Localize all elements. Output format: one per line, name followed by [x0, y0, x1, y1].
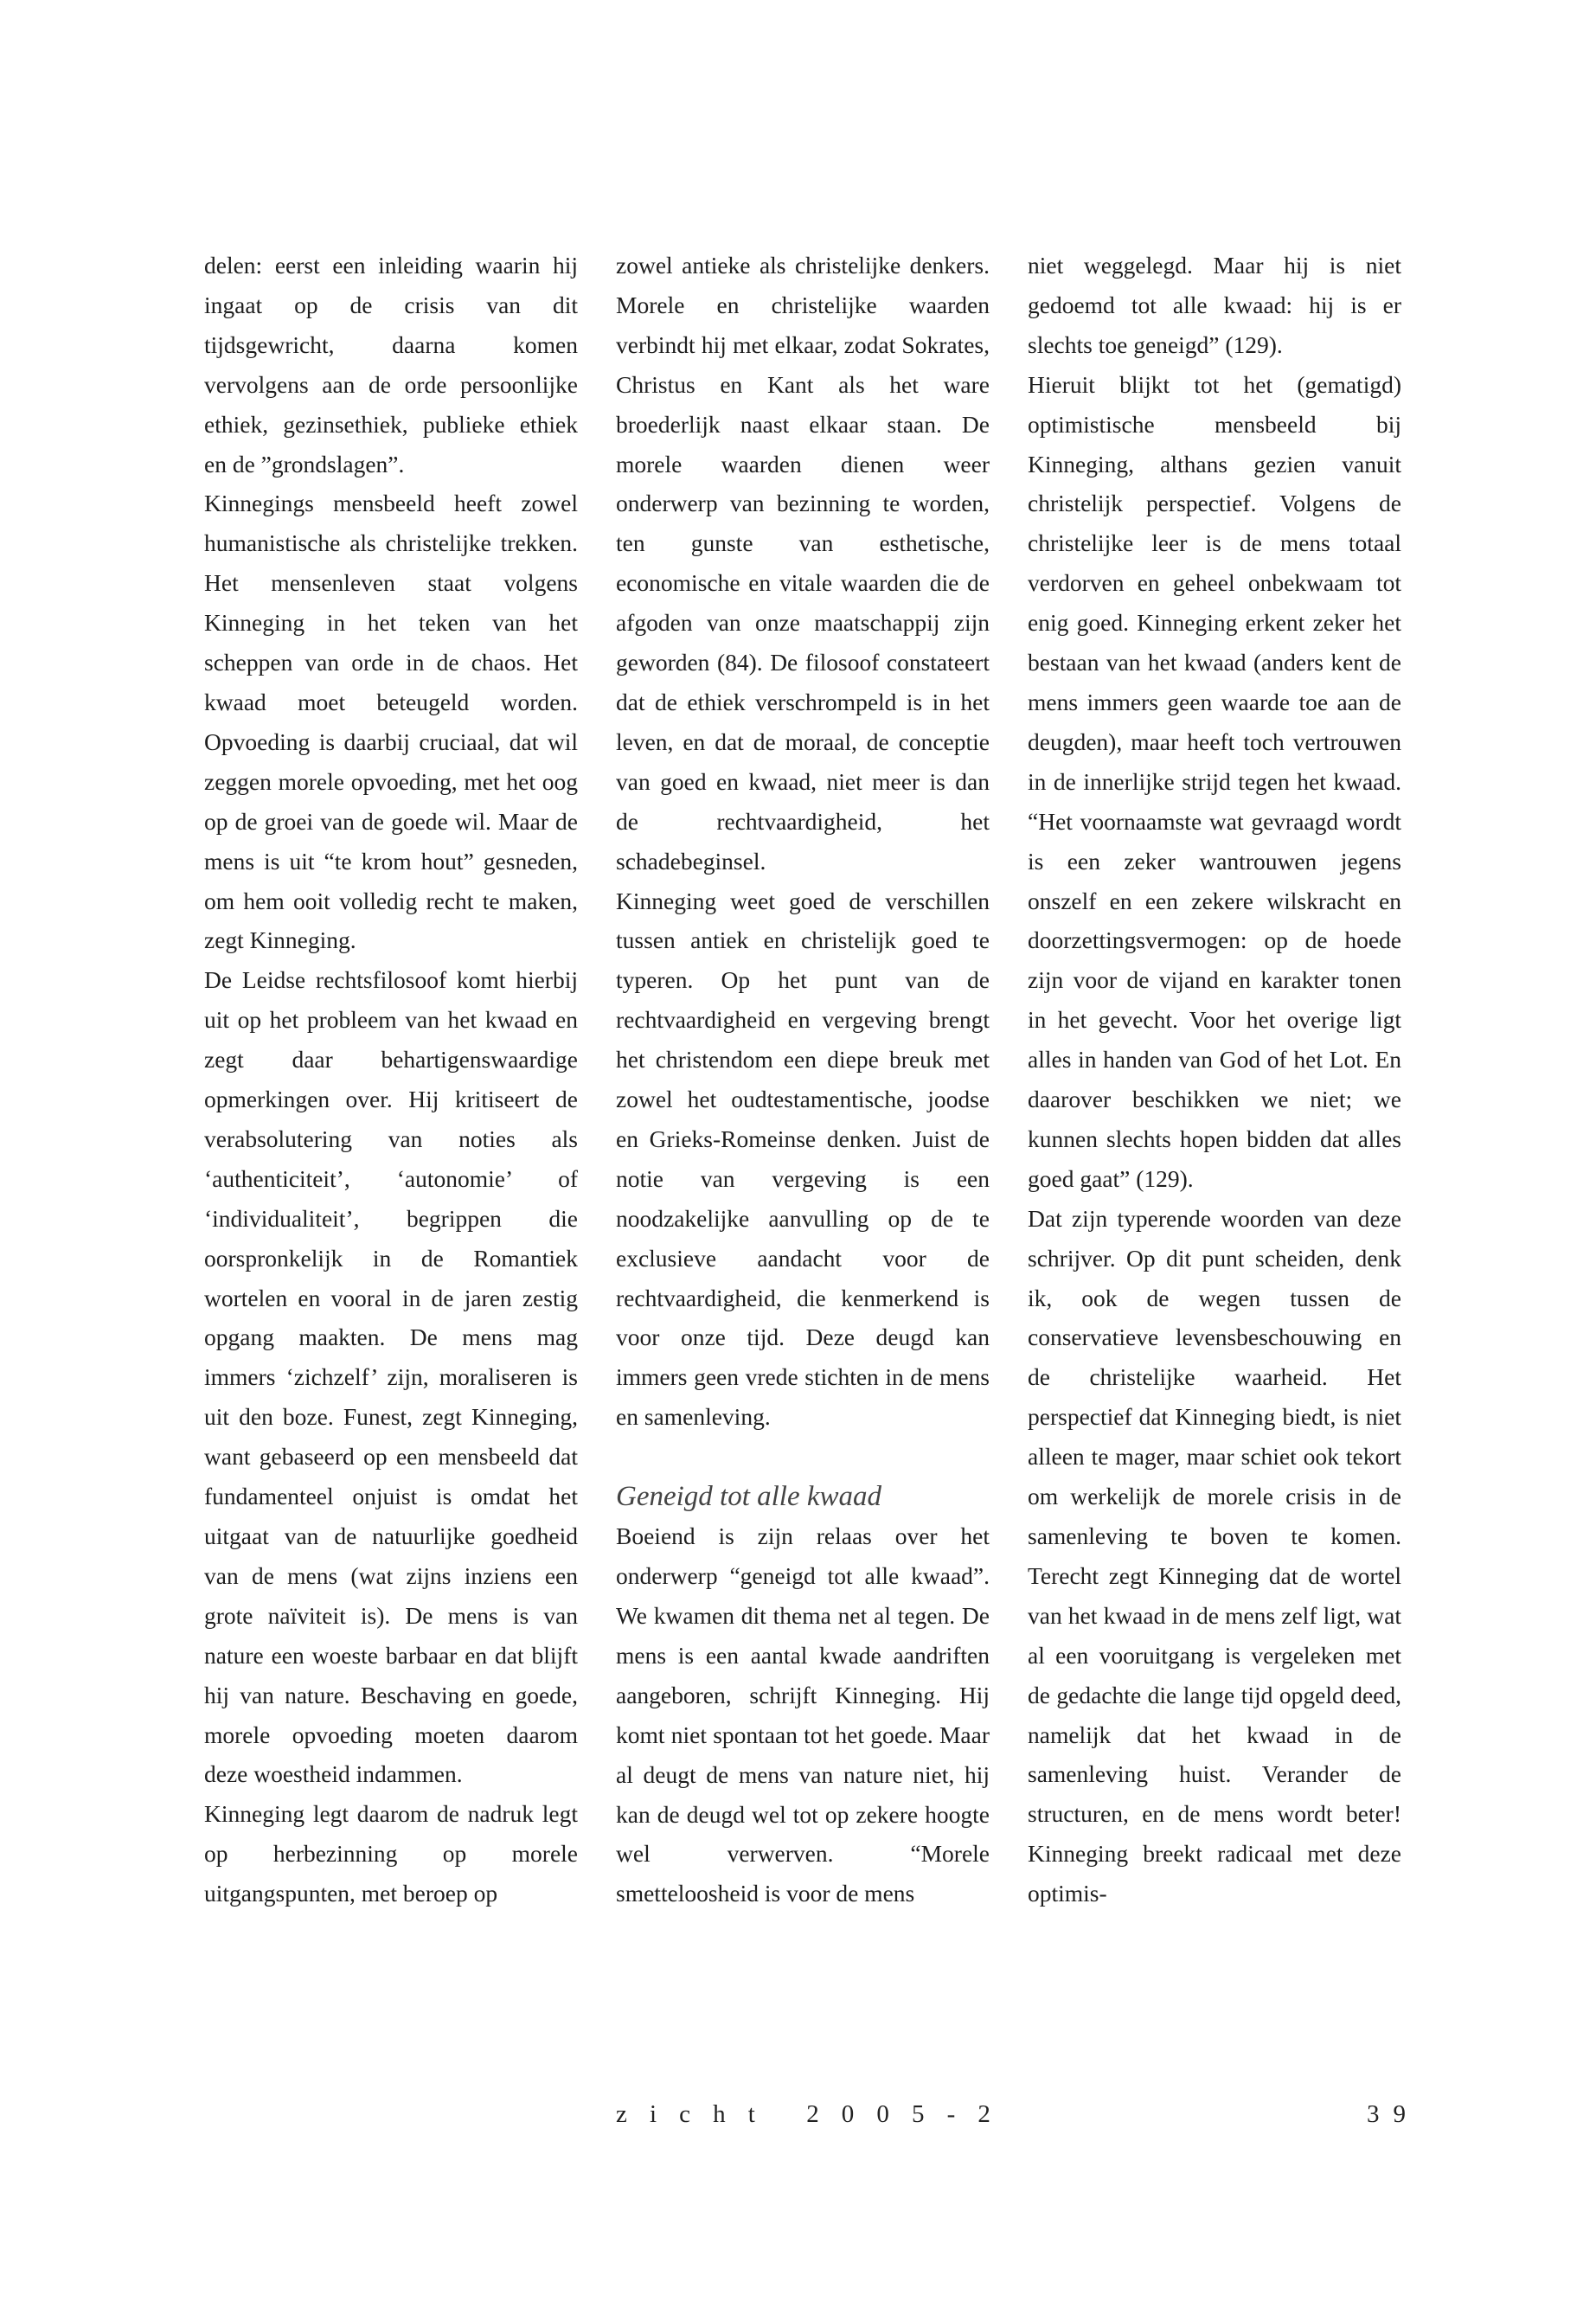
- paragraph: Dat zijn typerende woorden van deze schrijver. Op dit punt scheiden, denk ik, ook de wegen tussen de conservatieve levensbeschouwing en de christelijke waarheid. Het perspectief dat Kinneging biedt, is niet alleen te mager, maar schiet ook tekort om werkelijk de morele crisis in de samenleving te boven te komen. Terecht zegt Kinneging dat de wortel van het kwaad in de mens zelf ligt, wat al een vooruitgang is vergeleken met de gedachte die lange tijd opgeld deed, namelijk dat het kwaad in de samenleving huist. Verander de structuren, en de mens wordt beter! Kinneging breekt radicaal met deze optimis-: [1028, 1204, 1401, 1907]
- paragraph: delen: eerst een inleiding waarin hij ingaat op de crisis van dit tijdsgewricht, daarna komen vervolgens aan de orde persoonlijke ethiek, gezinsethiek, publieke ethiek en de ”grondslagen”.: [204, 252, 578, 478]
- paragraph: Kinneging weet goed de verschillen tussen antiek en christelijk goed te typeren. Op het punt van de rechtvaardigheid en vergeving brengt het christendom een diepe breuk met zowel het oudtestamentische, joodse en Grieks-Romeinse denken. Juist de notie van vergeving is een noodzakelijke aanvulling op de te exclusieve aandacht voor de rechtvaardigheid, die kenmerkend is voor onze tijd. Deze deugd kan immers geen vrede stichten in de mens en samenleving.: [616, 887, 990, 1431]
- paragraph: De Leidse rechtsfilosoof komt hierbij uit op het probleem van het kwaad en zegt daar behartigenswaardige opmerkingen over. Hij kritiseert de verabsolutering van noties als ‘authenticiteit’, ‘autonomie’ of ‘individualiteit’, begrippen die oorspronkelijk in de Romantiek wortelen en vooral in de jaren zestig opgang maakten. De mens mag immers ‘zichzelf’ zijn, moraliseren is uit den boze. Funest, zegt Kinneging, want gebaseerd op een mensbeeld dat fundamenteel onjuist is omdat het uitgaat van de natuurlijke goedheid van de mens (wat zijns inziens een grote naïviteit is). De mens is van nature een woeste barbaar en dat blijft hij van nature. Beschaving en goede, morele opvoeding moeten daarom deze woestheid indammen.: [204, 966, 578, 1788]
- paragraph: Kinnegings mensbeeld heeft zowel humanistische als christelijke trekken. Het mensenleven staat volgens Kinneging in het teken van het scheppen van orde in de chaos. Het kwaad moet beteugeld worden. Opvoeding is daarbij cruciaal, dat wil zeggen morele opvoeding, met het oog op de groei van de goede wil. Maar de mens is uit “te krom hout” gesneden, om hem ooit volledig recht te maken, zegt Kinneging.: [204, 490, 578, 954]
- paragraph: Boeiend is zijn relaas over het onderwerp “geneigd tot alle kwaad”. We kwamen dit thema net al tegen. De mens is een aantal kwade aandriften aangeboren, schrijft Kinneging. Hij komt niet spontaan tot het goede. Maar al deugt de mens van nature niet, hij kan de deugd wel tot op zekere hoogte wel verwerven. “Morele smetteloosheid is voor de mens: [616, 1522, 990, 1907]
- page-number: 39: [1367, 2100, 1420, 2128]
- section-heading: Geneigd tot alle kwaad: [616, 1481, 882, 1513]
- paragraph: Hieruit blijkt tot het (gematigd) optimistische mensbeeld bij Kinneging, althans gezien vanuit christelijk perspectief. Volgens de christelijke leer is de mens totaal verdorven en geheel onbekwaam tot enig goed. Kinneging erkent zeker het bestaan van het kwaad (anders kent de mens immers geen waarde toe aan de deugden), maar heeft toch vertrouwen in de innerlijke strijd tegen het kwaad. “Het voornaamste wat gevraagd wordt is een zeker wantrouwen jegens onszelf en een zekere wilskracht en doorzettingsvermogen: op de hoede zijn voor de vijand en karakter tonen in het gevecht. Voor het overige ligt alles in handen van God of het Lot. En daarover beschikken we niet; we kunnen slechts hopen bidden dat alles goed gaat” (129).: [1028, 370, 1401, 1192]
- column-2: [616, 246, 990, 1913]
- column-3: [1028, 246, 1401, 1913]
- paragraph: niet weggelegd. Maar hij is niet gedoemd tot alle kwaad: hij is er slechts toe geneigd” (129).: [1028, 252, 1401, 358]
- column-1: [204, 246, 578, 1913]
- paragraph: zowel antieke als christelijke denkers. Morele en christelijke waarden verbindt hij met elkaar, zodat Sokrates, Christus en Kant als het ware broederlijk naast elkaar staan. De morele waarden dienen weer onderwerp van bezinning te worden, ten gunste van esthetische, economische en vitale waarden die de afgoden van onze maatschappij zijn geworden (84). De filosoof constateert dat de ethiek verschrompeld is in het leven, en dat de moraal, de conceptie van goed en kwaad, niet meer is dan de rechtvaardigheid, het schadebeginsel.: [616, 252, 990, 875]
- paragraph: Kinneging legt daarom de nadruk legt op herbezinning op morele uitgangspunten, met beroep op: [204, 1800, 578, 1907]
- footer-magazine-title: zicht 2005-2: [616, 2100, 1013, 2128]
